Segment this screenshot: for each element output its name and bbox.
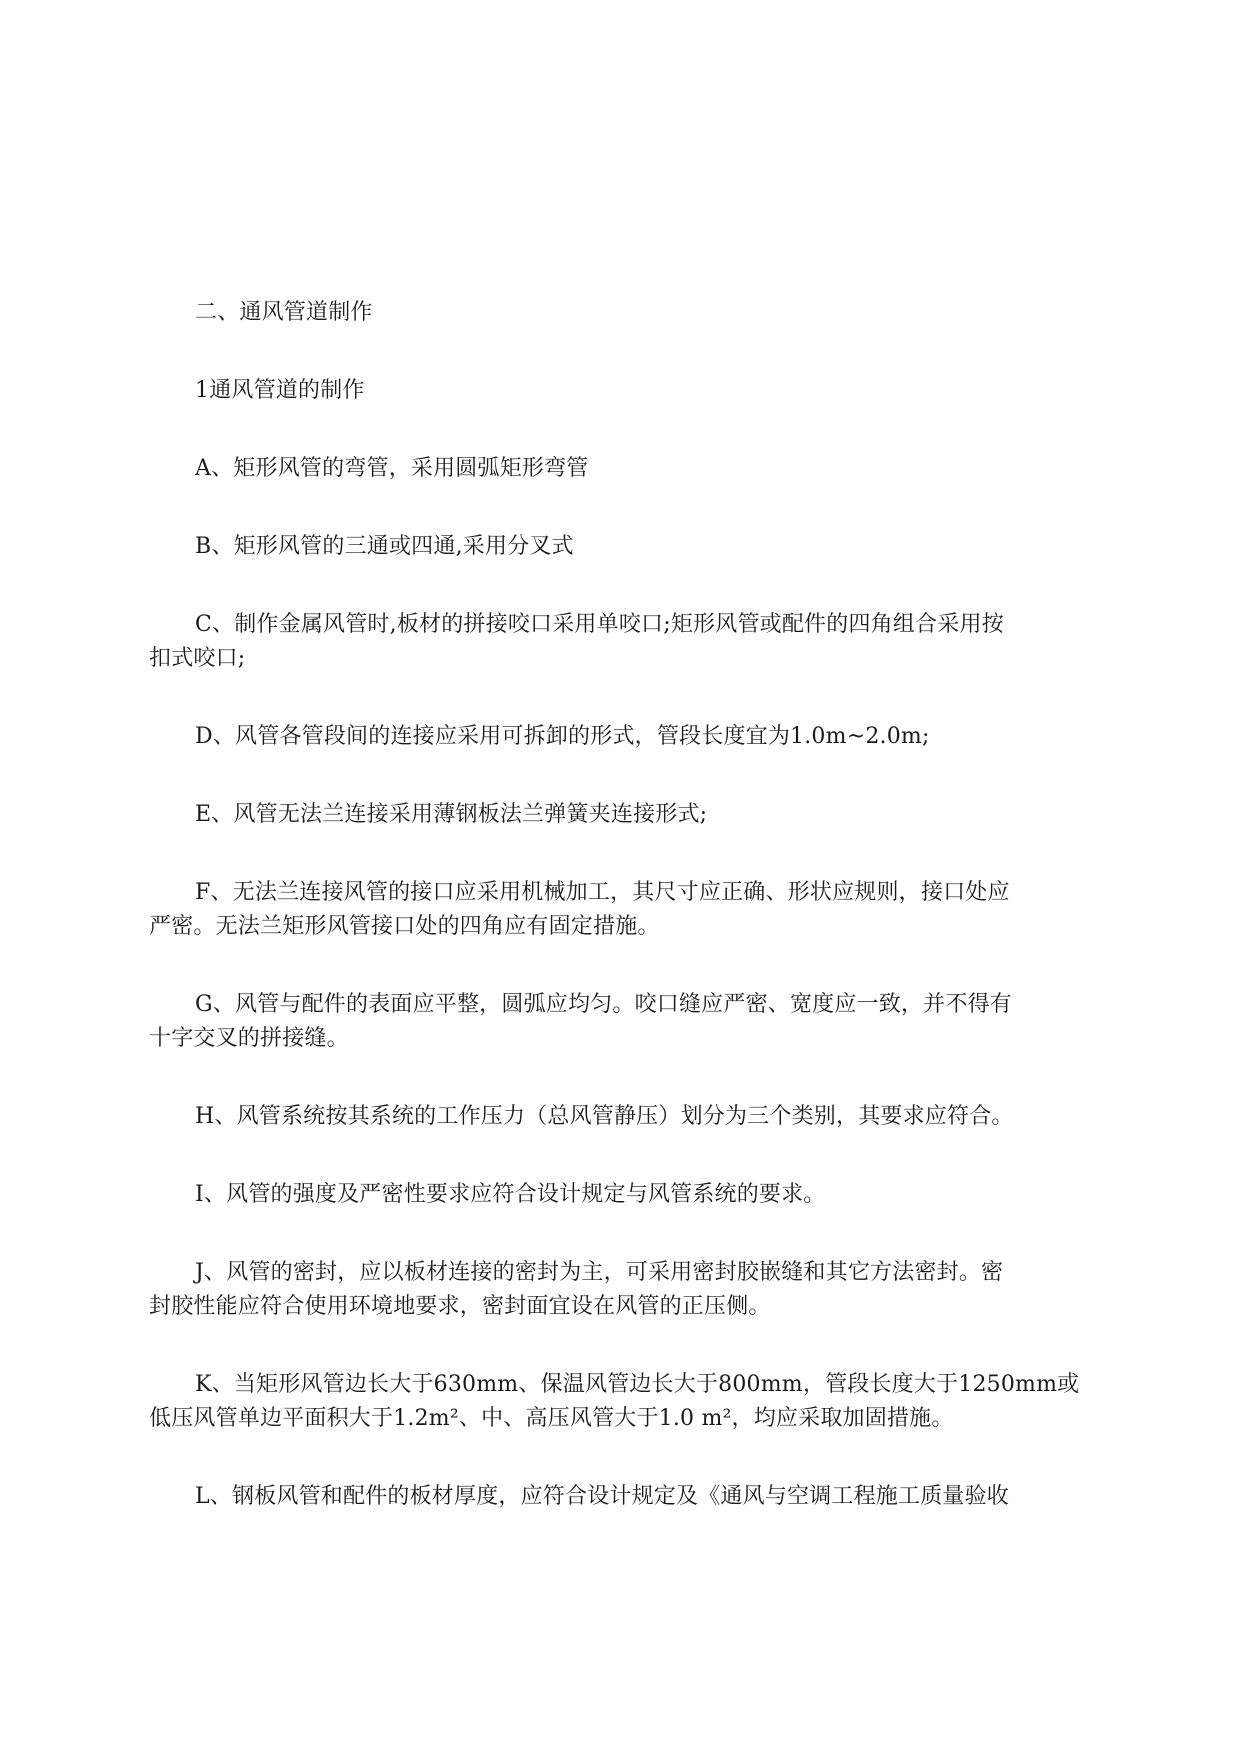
list-item-line: A、矩形风管的弯管，采用圆弧矩形弯管 [195, 456, 589, 481]
list-item-line: E、风管无法兰连接采用薄钢板法兰弹簧夹连接形式; [195, 802, 708, 827]
list-item-e [195, 798, 1117, 832]
list-item-b [195, 530, 1117, 564]
list-item-i [195, 1178, 1117, 1212]
list-item-line: D、风管各管段间的连接应采用可拆卸的形式，管段长度宜为1.0m~2.0m; [195, 724, 930, 749]
list-item-line: 扣式咬口; [149, 646, 246, 671]
section-heading [195, 296, 1117, 330]
list-item-line: 低压风管单边平面积大于1.2m²、中、高压风管大于1.0 m²，均应采取加固措施。 [149, 1406, 954, 1431]
list-item-line: H、风管系统按其系统的工作压力（总风管静压）划分为三个类别，其要求应符合。 [195, 1104, 1014, 1129]
list-item-h [195, 1100, 1117, 1134]
list-item-a [195, 452, 1117, 486]
list-item-j [149, 1256, 1117, 1324]
list-item-line: K、当矩形风管边长大于630mm、保温风管边长大于800mm，管段长度大于1250mm或 [195, 1372, 1080, 1397]
list-item-line: B、矩形风管的三通或四通,采用分叉式 [195, 534, 574, 559]
list-item-line: 十字交叉的拼接缝。 [149, 1026, 349, 1051]
list-item-line: F、无法兰连接风管的接口应采用机械加工，其尺寸应正确、形状应规则，接口处应 [195, 880, 1010, 905]
list-item-d [195, 720, 1117, 754]
subsection-heading [195, 374, 1117, 408]
list-item-line: C、制作金属风管时,板材的拼接咬口采用单咬口;矩形风管或配件的四角组合采用按 [195, 612, 1004, 637]
list-item-l [195, 1480, 1117, 1514]
list-item-line: I、风管的强度及严密性要求应符合设计规定与风管系统的要求。 [195, 1182, 826, 1207]
list-item-line: 封胶性能应符合使用环境地要求，密封面宜设在风管的正压侧。 [149, 1294, 771, 1319]
document-body [149, 296, 1117, 1558]
section-heading-text: 二、通风管道制作 [195, 300, 373, 325]
list-item-line: L、钢板风管和配件的板材厚度，应符合设计规定及《通风与空调工程施工质量验收 [195, 1484, 1010, 1509]
list-item-line: G、风管与配件的表面应平整，圆弧应均匀。咬口缝应严密、宽度应一致，并不得有 [195, 992, 1012, 1017]
subsection-heading-text: 1通风管道的制作 [195, 378, 365, 403]
list-item-line: J、风管的密封，应以板材连接的密封为主，可采用密封胶嵌缝和其它方法密封。密 [195, 1260, 1004, 1285]
list-item-g [149, 988, 1117, 1056]
list-item-line: 严密。无法兰矩形风管接口处的四角应有固定措施。 [149, 914, 660, 939]
list-item-c [149, 608, 1117, 676]
list-item-k [149, 1368, 1117, 1436]
list-item-f [149, 876, 1117, 944]
